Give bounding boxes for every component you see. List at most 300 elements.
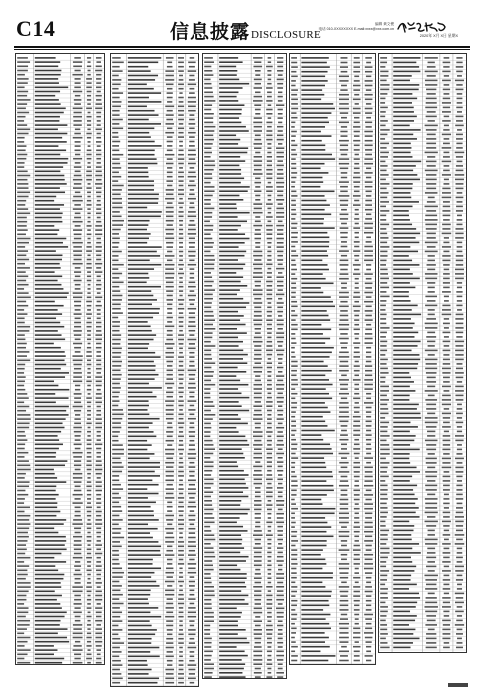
table-cell-text <box>443 489 450 491</box>
table-cell-text <box>86 322 91 324</box>
table-cell-text <box>167 436 173 438</box>
table-cell-text <box>354 609 360 611</box>
table-cell-text <box>17 171 27 173</box>
table-cell-text <box>86 465 91 467</box>
table-cell-text <box>301 517 325 519</box>
editor-meta <box>244 22 394 32</box>
table-cell-text <box>95 523 102 525</box>
table-cell-text <box>278 74 283 76</box>
table-cell-text <box>266 178 272 180</box>
table-cell-text <box>255 281 261 283</box>
table-cell-text <box>128 568 161 570</box>
table-cell-text <box>204 221 210 223</box>
table-cell-text <box>35 330 58 332</box>
table-cell-text <box>75 620 81 622</box>
table-cell-text <box>73 179 82 181</box>
table-cell-text <box>341 457 347 459</box>
table-cell-text <box>427 264 436 266</box>
table-cell-text <box>253 466 262 468</box>
table-cell-text <box>364 163 373 165</box>
table-cell-text <box>393 480 410 482</box>
table-cell-text <box>74 565 81 567</box>
table-cell-text <box>393 246 410 248</box>
table-cell-text <box>455 611 464 613</box>
table-cell-text <box>204 410 211 412</box>
table-cell-text <box>74 431 82 433</box>
table-cell-text <box>189 79 195 81</box>
table-cell-text <box>112 255 118 257</box>
table-cell-text <box>301 163 324 165</box>
table-cell-text <box>366 269 371 271</box>
table-cell-text <box>96 87 101 89</box>
table-cell-text <box>253 418 262 420</box>
table-cell-text <box>179 532 182 534</box>
table-cell-text <box>278 203 283 205</box>
table-cell-text <box>393 98 417 100</box>
table-cell-text <box>442 161 452 163</box>
table-cell-text <box>267 410 272 412</box>
table-cell-text <box>204 629 210 631</box>
table-cell-text <box>96 465 102 467</box>
table-cell-text <box>393 498 418 500</box>
table-cell-text <box>17 87 24 89</box>
table-cell-text <box>254 307 261 309</box>
table-cell-text <box>393 75 411 77</box>
table-cell-text <box>456 489 462 491</box>
table-cell-text <box>17 150 25 152</box>
table-cell-text <box>444 431 449 433</box>
table-cell-text <box>255 543 261 545</box>
table-cell-text <box>112 488 123 490</box>
table-cell-text <box>278 109 283 111</box>
table-cell-text <box>353 85 360 87</box>
table-cell-text <box>442 147 452 149</box>
table-cell-text <box>87 385 91 387</box>
table-cell-text <box>17 95 27 97</box>
table-cell-text <box>366 76 371 78</box>
table-cell-text <box>112 123 119 125</box>
table-cell-text <box>128 268 154 270</box>
table-cell-text <box>72 74 82 76</box>
table-cell-text <box>443 341 451 343</box>
table-cell-text <box>17 351 29 353</box>
table-cell-text <box>443 323 450 325</box>
table-cell-text <box>277 246 284 248</box>
table-cell-text <box>86 313 92 315</box>
table-cell-text <box>266 109 272 111</box>
table-cell-text <box>128 141 155 143</box>
table-cell-text <box>112 106 121 108</box>
table-cell-text <box>96 649 100 651</box>
table-cell-text <box>457 588 462 590</box>
table-cell-text <box>380 498 388 500</box>
table-cell-text <box>73 645 81 647</box>
table-cell-text <box>301 361 323 363</box>
table-cell-text <box>443 201 450 203</box>
table-cell-text <box>74 238 81 240</box>
table-cell-text <box>219 199 243 201</box>
table-cell-text <box>443 552 451 554</box>
table-cell-text <box>35 57 56 59</box>
table-cell-text <box>128 255 160 257</box>
table-cell-text <box>291 76 298 78</box>
table-cell-text <box>301 154 332 156</box>
table-cell-text <box>179 220 183 222</box>
table-cell-text <box>364 273 372 275</box>
table-cell-text <box>444 548 450 550</box>
table-cell-text <box>443 278 450 280</box>
table-cell-text <box>219 195 239 197</box>
table-cell-text <box>301 513 334 515</box>
table-cell-text <box>354 554 360 556</box>
table-cell-text <box>267 160 272 162</box>
table-cell-text <box>380 584 385 586</box>
table-cell-text <box>443 129 449 131</box>
table-cell-text <box>426 584 436 586</box>
table-cell-text <box>291 559 297 561</box>
header-rule-thin <box>14 49 470 50</box>
table-cell-text <box>219 315 244 317</box>
table-cell-text <box>74 595 80 597</box>
table-cell-text <box>204 500 212 502</box>
table-cell-text <box>366 356 371 358</box>
table-cell-text <box>276 199 284 201</box>
table-cell-text <box>219 122 241 124</box>
table-cell-text <box>96 166 102 168</box>
table-cell-text <box>442 561 450 563</box>
table-cell-text <box>255 401 261 403</box>
table-cell-text <box>355 623 359 625</box>
table-cell-text <box>17 137 24 139</box>
table-cell-text <box>112 515 119 517</box>
table-cell-text <box>35 305 64 307</box>
table-cell-text <box>364 384 373 386</box>
table-cell-text <box>204 61 214 63</box>
table-cell-text <box>291 80 296 82</box>
table-cell-text <box>128 308 160 310</box>
table-cell-text <box>254 233 261 235</box>
table-cell-text <box>301 168 320 170</box>
table-cell-text <box>190 277 195 279</box>
table-cell-text <box>96 326 101 328</box>
table-rows <box>379 54 466 652</box>
table-cell-text <box>353 181 360 183</box>
table-cell-text <box>167 150 173 152</box>
table-cell-text <box>17 397 29 399</box>
table-cell-text <box>73 473 82 475</box>
table-cell-text <box>255 668 261 670</box>
table-cell-text <box>219 496 248 498</box>
table-cell-text <box>74 301 81 303</box>
table-cell-text <box>165 497 174 499</box>
table-cell-text <box>178 339 184 341</box>
table-cell-text <box>204 229 213 231</box>
table-cell-text <box>456 453 462 455</box>
table-cell-text <box>291 393 297 395</box>
table-cell-text <box>355 641 359 643</box>
table-cell-text <box>128 317 153 319</box>
table-cell-text <box>253 251 262 253</box>
table-cell-text <box>128 110 155 112</box>
table-cell-text <box>166 405 174 407</box>
table-cell-text <box>17 334 25 336</box>
table-cell-text <box>393 386 410 388</box>
masthead-logo <box>396 20 448 34</box>
table-cell-text <box>128 216 161 218</box>
table-cell-text <box>277 556 284 558</box>
table-cell-text <box>393 125 409 127</box>
table-cell-text <box>17 112 29 114</box>
table-cell-text <box>291 485 298 487</box>
table-cell-text <box>456 134 463 136</box>
table-cell-text <box>442 188 450 190</box>
table-cell-text <box>380 395 387 397</box>
table-cell-text <box>339 411 349 413</box>
table-cell-text <box>393 494 414 496</box>
table-cell-text <box>179 664 184 666</box>
table-cell-text <box>204 522 214 524</box>
table-cell-text <box>95 607 102 609</box>
table-cell-text <box>267 74 271 76</box>
table-cell-text <box>380 251 387 253</box>
table-cell-text <box>366 577 372 579</box>
table-cell-text <box>340 260 349 262</box>
table-cell-text <box>204 130 214 132</box>
table-cell-text <box>188 286 196 288</box>
table-cell-text <box>393 435 415 437</box>
table-cell-text <box>87 57 91 59</box>
table-cell-text <box>165 238 174 240</box>
table-cell-text <box>340 191 347 193</box>
table-cell-text <box>75 435 81 437</box>
table-cell-text <box>17 288 24 290</box>
table-cell-text <box>35 347 61 349</box>
table-cell-text <box>87 271 91 273</box>
table-cell-text <box>204 238 212 240</box>
table-cell-text <box>73 364 81 366</box>
table-cell-text <box>219 66 236 68</box>
table-cell-text <box>268 246 271 248</box>
table-cell-text <box>179 585 182 587</box>
table-cell-text <box>17 242 29 244</box>
table-cell-text <box>166 532 173 534</box>
table-cell-text <box>128 264 161 266</box>
table-cell-text <box>339 421 348 423</box>
table-cell-text <box>341 172 348 174</box>
table-cell-text <box>35 452 56 454</box>
table-cell-text <box>365 283 373 285</box>
table-cell-text <box>189 66 195 68</box>
table-cell-text <box>219 565 237 567</box>
table-cell-text <box>17 162 24 164</box>
table-cell-text <box>204 285 212 287</box>
table-cell-text <box>456 107 462 109</box>
table-cell-text <box>393 345 417 347</box>
table-cell-text <box>380 620 386 622</box>
table-cell-text <box>97 603 101 605</box>
table-cell-text <box>301 462 325 464</box>
table-cell-text <box>365 145 373 147</box>
table-cell-text <box>366 623 372 625</box>
table-column-5 <box>378 53 467 653</box>
table-cell-text <box>339 103 349 105</box>
table-cell-text <box>443 359 450 361</box>
table-cell-text <box>128 62 158 64</box>
table-cell-text <box>341 494 348 496</box>
table-cell-text <box>167 66 173 68</box>
table-cell-text <box>380 633 388 635</box>
table-cell-text <box>219 603 248 605</box>
table-cell-text <box>97 124 101 126</box>
table-cell-text <box>219 500 241 502</box>
table-cell-text <box>112 598 119 600</box>
table-cell-text <box>88 393 91 395</box>
table-cell-text <box>393 251 418 253</box>
table-cell-text <box>267 259 271 261</box>
table-cell-text <box>341 283 347 285</box>
table-cell-text <box>219 246 238 248</box>
table-cell-text <box>354 522 359 524</box>
table-cell-text <box>204 483 213 485</box>
table-cell-text <box>178 202 184 204</box>
table-cell-text <box>178 497 184 499</box>
table-cell-text <box>96 561 101 563</box>
table-cell-text <box>276 444 283 446</box>
table-cell-text <box>17 544 26 546</box>
table-cell-text <box>393 291 409 293</box>
table-cell-text <box>380 575 387 577</box>
table-cell-text <box>189 246 195 248</box>
table-cell-text <box>128 559 153 561</box>
table-cell-text <box>339 379 349 381</box>
table-cell-text <box>425 507 437 509</box>
table-cell-text <box>425 323 438 325</box>
table-cell-text <box>354 347 359 349</box>
table-cell-text <box>17 217 27 219</box>
table-cell-text <box>190 304 194 306</box>
table-cell-text <box>128 123 161 125</box>
table-cell-text <box>204 595 215 597</box>
table-cell-text <box>380 476 389 478</box>
table-cell-text <box>86 133 91 135</box>
table-cell-text <box>190 682 195 684</box>
table-cell-text <box>380 408 388 410</box>
table-cell-text <box>179 79 184 81</box>
table-cell-text <box>301 301 333 303</box>
table-cell-text <box>96 259 101 261</box>
table-cell-text <box>35 99 59 101</box>
table-cell-text <box>393 341 420 343</box>
table-cell-text <box>128 660 147 662</box>
table-cell-text <box>178 488 183 490</box>
table-cell-text <box>354 329 360 331</box>
table-cell-text <box>457 404 462 406</box>
table-cell-text <box>444 138 450 140</box>
table-cell-text <box>204 182 210 184</box>
table-cell-text <box>188 409 195 411</box>
table-cell-text <box>301 559 325 561</box>
table-cell-text <box>254 410 261 412</box>
table-cell-text <box>254 633 262 635</box>
table-cell-text <box>355 260 359 262</box>
table-cell-text <box>426 89 436 91</box>
table-cell-text <box>178 563 184 565</box>
table-cell-text <box>393 570 414 572</box>
table-cell-text <box>340 595 348 597</box>
table-cell-text <box>166 189 174 191</box>
table-cell-text <box>204 109 211 111</box>
table-cell-text <box>219 130 249 132</box>
table-cell-text <box>255 496 261 498</box>
table-cell-text <box>179 233 183 235</box>
table-cell-text <box>167 546 172 548</box>
table-cell-text <box>112 88 118 90</box>
table-cell-text <box>204 315 214 317</box>
table-cell-text <box>74 481 82 483</box>
table-cell-text <box>128 515 154 517</box>
table-cell-text <box>179 669 184 671</box>
table-cell-text <box>301 388 325 390</box>
table-cell-text <box>364 540 373 542</box>
table-cell-text <box>178 436 184 438</box>
table-cell-text <box>73 557 83 559</box>
table-cell-text <box>426 228 437 230</box>
table-cell-text <box>204 350 211 352</box>
table-cell-text <box>204 539 215 541</box>
table-cell-text <box>340 237 347 239</box>
table-cell-text <box>393 584 417 586</box>
table-cell-text <box>96 410 101 412</box>
table-cell-text <box>380 165 387 167</box>
table-cell-text <box>393 624 409 626</box>
table-cell-text <box>96 549 101 551</box>
table-cell-text <box>291 319 295 321</box>
table-cell-text <box>128 356 161 358</box>
table-cell-text <box>291 89 298 91</box>
table-cell-text <box>74 326 81 328</box>
table-cell-text <box>301 499 321 501</box>
table-cell-text <box>457 282 462 284</box>
table-cell-text <box>75 318 81 320</box>
table-cell-text <box>426 138 436 140</box>
table-cell-text <box>189 378 195 380</box>
table-cell-text <box>167 370 173 372</box>
table-cell-text <box>189 431 195 433</box>
table-cell-text <box>364 563 373 565</box>
table-cell-text <box>75 162 81 164</box>
table-cell-text <box>112 466 123 468</box>
table-cell-text <box>35 540 66 542</box>
table-cell-text <box>167 629 173 631</box>
table-cell-text <box>165 255 174 257</box>
table-cell-text <box>393 89 418 91</box>
table-cell-text <box>204 474 211 476</box>
table-cell-text <box>204 431 210 433</box>
table-cell-text <box>87 624 91 626</box>
table-cell-text <box>443 534 451 536</box>
table-cell-text <box>190 656 195 658</box>
table-cell-text <box>301 149 325 151</box>
table-cell-text <box>35 460 68 462</box>
table-cell-text <box>204 79 210 81</box>
table-cell-text <box>74 654 81 656</box>
table-cell-text <box>35 150 66 152</box>
table-cell-text <box>112 326 120 328</box>
table-cell-text <box>17 259 29 261</box>
table-cell-text <box>443 242 449 244</box>
table-cell-text <box>189 317 196 319</box>
table-cell-text <box>178 334 184 336</box>
